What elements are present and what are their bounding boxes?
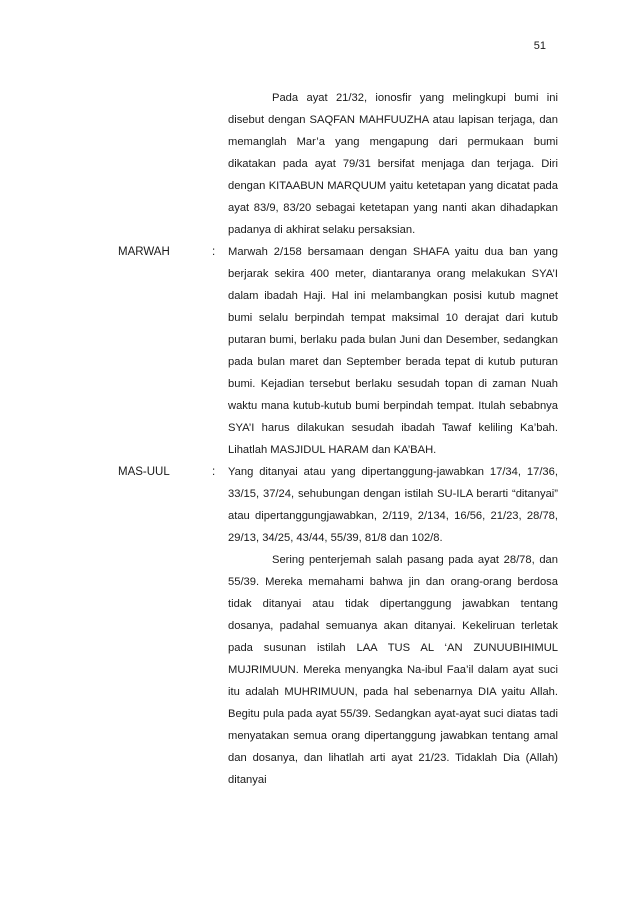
entry-body (228, 461, 558, 791)
page-number: 51 (533, 40, 546, 52)
entry-colon (212, 87, 228, 241)
entry-paragraph: Sering penterjemah salah pasang pada ayat 28/78, dan 55/39. Mereka memahami bahwa jin dan orang-orang berdosa tidak ditanyai atau tidak dipertanggung jawabkan tentang dosanya, padahal semuanya akan ditanyai. Kekeliruan terletak pada susunan istilah LAA TUS AL ‘AN ZUNUUBIHIMUL MUJRIMUUN. Mereka menyangka Na-ibul Faa’il dalam ayat suci itu adalah MUHRIMUUN, pada hal sebenarnya DIA yaitu Allah. Begitu pula pada ayat 55/39. Sedangkan ayat-ayat suci diatas tadi menyatakan semua orang dipertanggung jawabkan tentang amal dan dosanya, dan lihatlah arti ayat 21/23. Tidaklah Dia (Allah) ditanyai (228, 554, 558, 786)
entry-paragraph: Pada ayat 21/32, ionosfir yang melingkupi bumi ini disebut dengan SAQFAN MAHFUUZHA atau lapisan terjaga, dan memanglah Mar’a yang mengapung dari permukaan bumi dikatakan pada ayat 79/31 bersifat menjaga dan terjaga. Diri dengan KITAABUN MARQUUM yaitu ketetapan yang dicatat pada ayat 83/9, 83/20 sebagai ketetapan yang nanti akan dihadapkan padanya di akhirat selaku persaksian. (228, 92, 558, 236)
entry-colon: : (212, 466, 216, 478)
entry-marwah (118, 241, 558, 461)
entry-term: MAS-UUL (118, 466, 170, 478)
entry-colon: : (212, 246, 216, 258)
entry-mas-uul (118, 461, 558, 791)
entry-term (118, 87, 212, 241)
entry-paragraph: Yang ditanyai atau yang dipertanggung-jawabkan 17/34, 17/36, 33/15, 37/24, sehubungan dengan istilah SU-ILA berarti “ditanyai” atau dipertanggungjawabkan, 2/119, 2/134, 16/56, 21/23, 28/78, 29/13, 34/25, 43/44, 55/39, 81/8 dan 102/8. (228, 466, 558, 544)
glossary-content (118, 87, 558, 791)
entry-continuation (118, 87, 558, 241)
entry-paragraph: Marwah 2/158 bersamaan dengan SHAFA yaitu dua ban yang berjarak sekira 400 meter, diantaranya orang melakukan SYA’I dalam ibadah Haji. Hal ini melambangkan posisi kutub magnet bumi selalu berpindah tempat maksimal 10 derajat dari kutub putaran bumi, berlaku pada bulan Juni dan Desember, sedangkan pada bulan maret dan September berada tepat di kutub puturan bumi. Kejadian tersebut berlaku sesudah topan di zaman Nuah waktu mana kutub-kutub bumi berpindah tempat. Itulah sebabnya SYA’I harus dilakukan sesudah ibadah Tawaf keliling Ka’bah. Lihatlah MASJIDUL HARAM dan KA’BAH. (228, 246, 558, 456)
entry-term: MARWAH (118, 246, 170, 258)
entry-body (228, 241, 558, 461)
entry-body (228, 87, 558, 241)
